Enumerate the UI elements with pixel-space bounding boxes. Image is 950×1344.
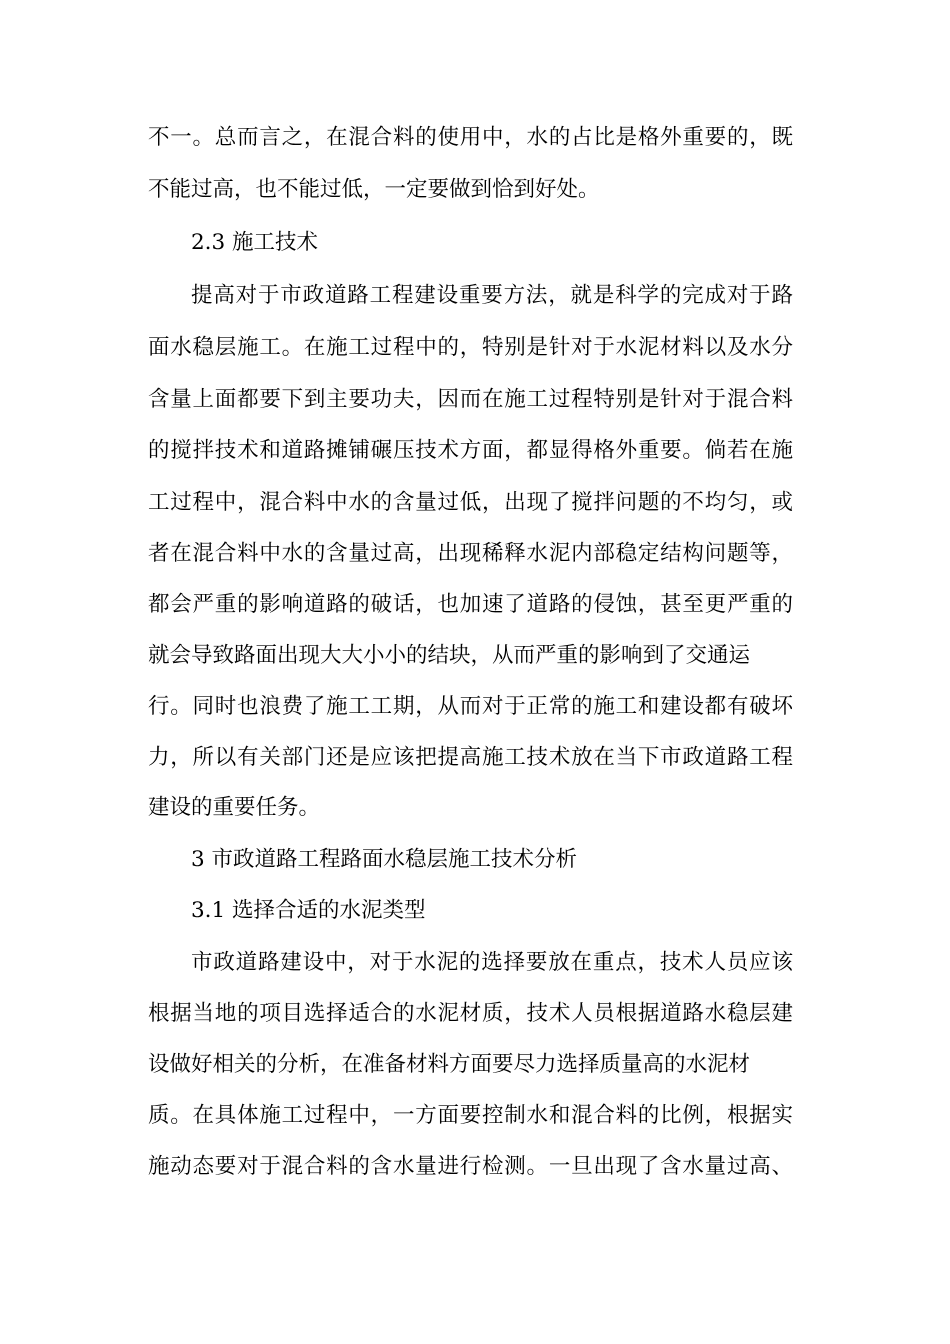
body-text-line: 都会严重的影响道路的破话，也加速了道路的侵蚀，甚至更严重的 — [148, 592, 793, 617]
body-text-line: 含量上面都要下到主要功夫，因而在施工过程特别是针对于混合料 — [148, 387, 793, 412]
body-text-line: 的搅拌技术和道路摊铺碾压技术方面，都显得格外重要。倘若在施 — [148, 438, 793, 463]
section-heading: 3 市政道路工程路面水稳层施工技术分析 — [191, 847, 578, 872]
body-text-line: 建设的重要任务。 — [148, 795, 321, 820]
body-text-line: 不能过高，也不能过低，一定要做到恰到好处。 — [148, 177, 600, 202]
body-text-line: 就会导致路面出现大大小小的结块，从而严重的影响到了交通运 — [148, 643, 751, 668]
body-text-line: 设做好相关的分析，在准备材料方面要尽力选择质量高的水泥材 — [148, 1052, 751, 1077]
subsection-heading: 3.1 选择合适的水泥类型 — [191, 898, 426, 923]
body-text-line: 力，所以有关部门还是应该把提高施工技术放在当下市政道路工程 — [148, 745, 793, 770]
section-heading: 2.3 施工技术 — [191, 230, 319, 255]
body-text-line: 施动态要对于混合料的含水量进行检测。一旦出现了含水量过高、 — [148, 1154, 793, 1179]
body-text-line: 者在混合料中水的含量过高，出现稀释水泥内部稳定结构问题等， — [148, 541, 793, 566]
body-text-line: 工过程中，混合料中水的含量过低，出现了搅拌问题的不均匀，或 — [148, 490, 793, 515]
body-text-line: 行。同时也浪费了施工工期，从而对于正常的施工和建设都有破坏 — [148, 694, 793, 719]
body-text-line: 根据当地的项目选择适合的水泥材质，技术人员根据道路水稳层建 — [148, 1001, 793, 1026]
body-text-line: 质。在具体施工过程中，一方面要控制水和混合料的比例，根据实 — [148, 1103, 793, 1128]
body-text-line: 不一。总而言之，在混合料的使用中，水的占比是格外重要的，既 — [148, 125, 793, 150]
body-text-line: 面水稳层施工。在施工过程中的，特别是针对于水泥材料以及水分 — [148, 335, 793, 360]
body-text-line: 提高对于市政道路工程建设重要方法，就是科学的完成对于路 — [191, 283, 793, 308]
body-text-line: 市政道路建设中，对于水泥的选择要放在重点，技术人员应该 — [191, 950, 793, 975]
